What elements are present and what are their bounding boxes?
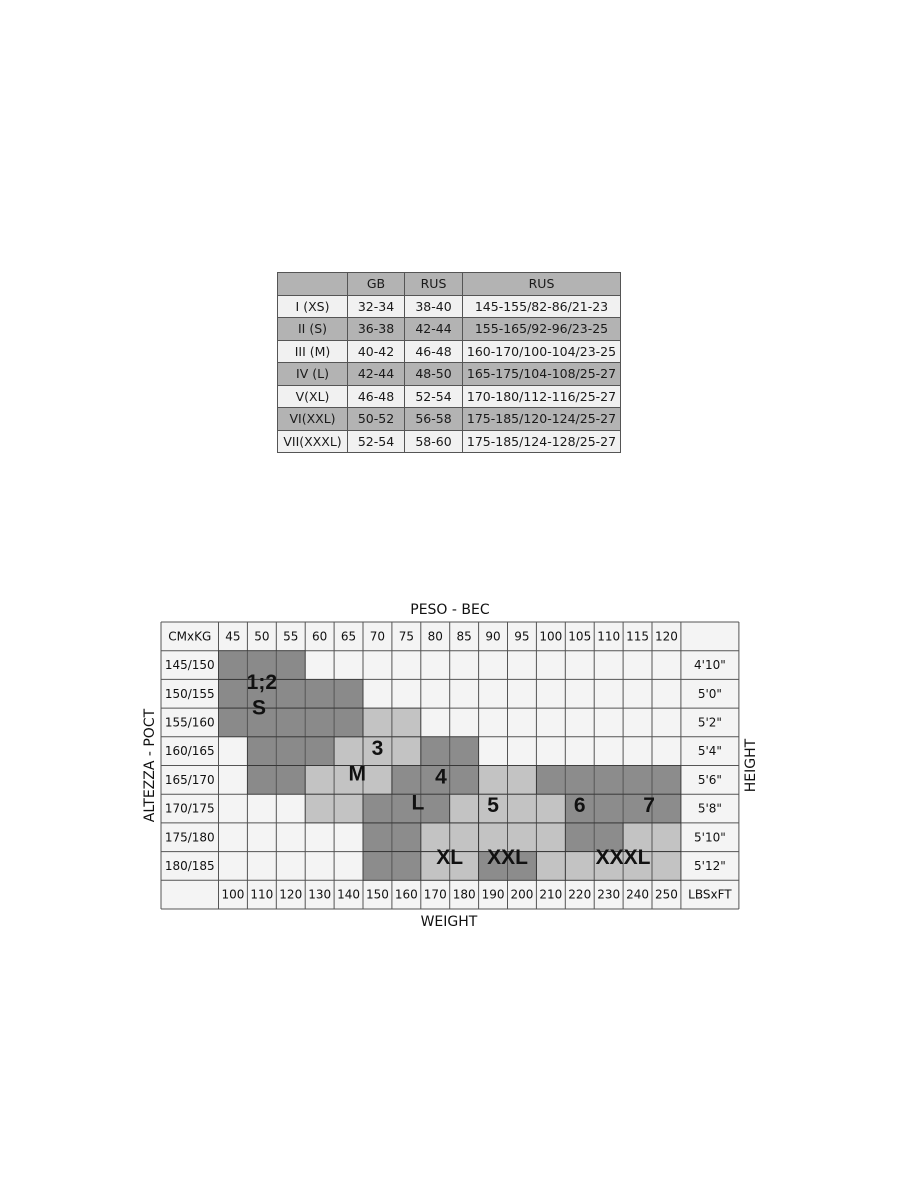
corner-label-lbsxft: LBSxFT — [688, 887, 732, 902]
left-axis-title: ALTEZZA - POCT — [142, 708, 158, 823]
table-cell: 36-38 — [348, 318, 405, 341]
lbs-tick-label: 170 — [423, 887, 447, 902]
table-cell: II (S) — [278, 318, 348, 341]
kg-tick-label: 55 — [283, 629, 299, 644]
size-zone-xxl5b — [536, 852, 565, 881]
table-cell: 42-44 — [348, 363, 405, 386]
kg-tick-label: 60 — [312, 629, 328, 644]
table-cell: 165-175/104-108/25-27 — [463, 363, 621, 386]
zone-size-label: XXL — [487, 845, 528, 869]
table-cell: 58-60 — [405, 430, 463, 453]
kg-tick-label: 50 — [254, 629, 270, 644]
kg-tick-label: 65 — [340, 629, 357, 644]
table-cell: 56-58 — [405, 408, 463, 431]
ft-tick-label: 5'4" — [697, 744, 722, 759]
size-zone-s — [219, 679, 364, 708]
header-cell: RUS — [405, 273, 463, 296]
zone-number-label: 5 — [487, 794, 499, 818]
table-cell: 32-34 — [348, 295, 405, 318]
table-cell: 52-54 — [405, 385, 463, 408]
kg-tick-label: 115 — [626, 629, 650, 644]
table-cell: IV (L) — [278, 363, 348, 386]
ft-tick-label: 5'12" — [694, 858, 726, 873]
top-axis-title: PESO - BEC — [410, 602, 490, 618]
cm-tick-label: 180/185 — [164, 858, 215, 873]
table-cell: 160-170/100-104/23-25 — [463, 340, 621, 363]
cm-tick-label: 165/170 — [164, 772, 215, 787]
kg-tick-label: 110 — [597, 629, 621, 644]
size-zone-six — [536, 766, 681, 795]
table-cell: 52-54 — [348, 430, 405, 453]
zone-size-label: M — [348, 762, 366, 786]
kg-tick-label: 120 — [654, 629, 678, 644]
zone-size-label: XXXL — [595, 845, 651, 869]
kg-tick-label: 75 — [398, 629, 414, 644]
cm-tick-label: 170/175 — [164, 801, 215, 816]
table-cell: 155-165/92-96/23-25 — [463, 318, 621, 341]
lbs-tick-label: 180 — [452, 887, 476, 902]
lbs-tick-label: 250 — [654, 887, 678, 902]
lbs-tick-label: 210 — [539, 887, 563, 902]
zone-number-label: 1;2 — [246, 670, 278, 694]
kg-tick-label: 100 — [539, 629, 563, 644]
right-axis-title: HEIGHT — [742, 738, 759, 793]
kg-tick-label: 95 — [514, 629, 530, 644]
zone-number-label: 6 — [573, 794, 586, 818]
bottom-axis-title: WEIGHT — [420, 914, 478, 930]
kg-tick-label: 70 — [369, 629, 386, 644]
zone-size-label: L — [411, 791, 425, 815]
kg-tick-label: 85 — [456, 629, 472, 644]
table-cell: I (XS) — [278, 295, 348, 318]
zone-number-label: 7 — [643, 794, 655, 818]
cm-tick-label: 155/160 — [164, 715, 215, 730]
table-cell: 46-48 — [405, 340, 463, 363]
table-cell: 46-48 — [348, 385, 405, 408]
kg-tick-label: 80 — [427, 629, 443, 644]
zone-size-label: XL — [436, 845, 464, 869]
kg-tick-label: 90 — [485, 629, 501, 644]
table-cell: 40-42 — [348, 340, 405, 363]
table-cell: 145-155/82-86/21-23 — [463, 295, 621, 318]
table-cell: 48-50 — [405, 363, 463, 386]
ft-tick-label: 5'8" — [697, 801, 722, 816]
cm-tick-label: 150/155 — [164, 686, 215, 701]
lbs-tick-label: 110 — [250, 887, 274, 902]
size-zone-s — [219, 708, 364, 737]
lbs-tick-label: 220 — [568, 887, 592, 902]
kg-tick-label: 105 — [568, 629, 592, 644]
table-cell: 175-185/120-124/25-27 — [463, 408, 621, 431]
lbs-tick-label: 190 — [481, 887, 505, 902]
lbs-tick-label: 230 — [597, 887, 621, 902]
zone-number-label: 3 — [371, 736, 384, 760]
table-cell: V(XL) — [278, 385, 348, 408]
lbs-tick-label: 130 — [308, 887, 332, 902]
header-cell: RUS — [463, 273, 621, 296]
lbs-tick-label: 240 — [626, 887, 650, 902]
cm-tick-label: 145/150 — [164, 658, 215, 673]
cm-tick-label: 175/180 — [164, 830, 215, 845]
table-cell: VII(XXXL) — [278, 430, 348, 453]
table-cell: 175-185/124-128/25-27 — [463, 430, 621, 453]
size-zone-l — [363, 794, 450, 823]
table-cell: III (M) — [278, 340, 348, 363]
lbs-tick-label: 160 — [394, 887, 418, 902]
lbs-tick-label: 140 — [337, 887, 361, 902]
table-cell: VI(XXL) — [278, 408, 348, 431]
cm-tick-label: 160/165 — [164, 744, 215, 759]
zone-number-label: 4 — [435, 765, 447, 789]
ft-tick-label: 4'10" — [694, 658, 726, 673]
table-cell: 38-40 — [405, 295, 463, 318]
ft-tick-label: 5'10" — [694, 830, 726, 845]
lbs-tick-label: 200 — [510, 887, 534, 902]
header-cell: GB — [348, 273, 405, 296]
lbs-tick-label: 150 — [365, 887, 389, 902]
size-zone-xl — [450, 794, 479, 823]
corner-label-cmxkg: CMxKG — [168, 629, 212, 644]
table-cell: 170-180/112-116/25-27 — [463, 385, 621, 408]
ft-tick-label: 5'2" — [697, 715, 722, 730]
ft-tick-label: 5'0" — [697, 686, 722, 701]
table-cell: 50-52 — [348, 408, 405, 431]
ft-tick-label: 5'6" — [697, 772, 722, 787]
zone-size-label: S — [251, 696, 266, 720]
lbs-tick-label: 100 — [221, 887, 245, 902]
kg-tick-label: 45 — [225, 629, 241, 644]
table-cell: 42-44 — [405, 318, 463, 341]
lbs-tick-label: 120 — [279, 887, 303, 902]
